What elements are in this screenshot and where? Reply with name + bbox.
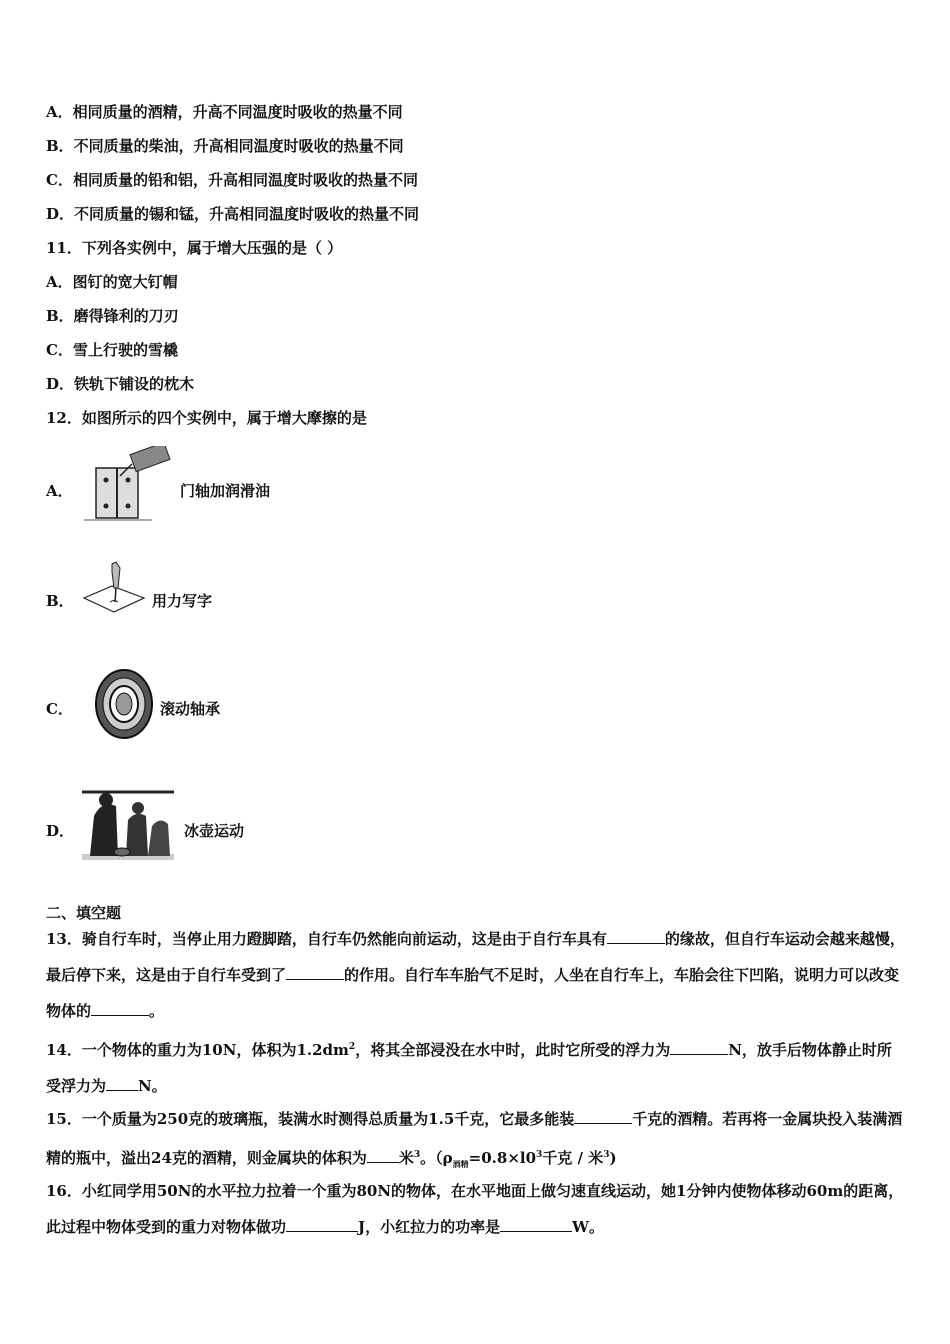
q16-text-3: W。 xyxy=(572,1218,604,1236)
q14-text-4: N。 xyxy=(138,1077,167,1095)
q10-option-b: B．不同质量的柴油，升高相同温度时吸收的热量不同 xyxy=(46,137,404,155)
section-heading: 二、填空题 xyxy=(46,904,122,922)
q12-option-b-label: B． xyxy=(46,592,74,610)
q16 xyxy=(46,1173,906,1245)
q13-text-4: 。 xyxy=(149,1002,165,1020)
q15-blank-2[interactable] xyxy=(367,1148,399,1163)
q11-option-c: C．雪上行驶的雪橇 xyxy=(46,341,178,359)
q13-blank-3[interactable] xyxy=(91,1001,149,1016)
q15-text-6: 千克 / 米 xyxy=(542,1149,604,1167)
q15-text-4: 。（ρ xyxy=(420,1149,453,1167)
q16-text-1: 16．小红同学用50N的水平拉力拉着一个重为80N的物体，在水平地面上做匀速直线运动，她1分钟内使物体移动60m的距离，此过程中物体受到的重力对物体做功 xyxy=(46,1182,904,1236)
curling-image xyxy=(82,786,174,862)
q14-text-3: N，放手后物体静止时所受浮力为 xyxy=(46,1041,892,1095)
q15-sup-1: 3 xyxy=(413,1150,421,1160)
q12-option-d-caption: 冰壶运动 xyxy=(184,822,245,840)
q15-text-2: 千克的酒精。若再将一金属块投入装满酒精的瓶中，溢出24克的酒精，则金属块的体积为 xyxy=(46,1110,903,1167)
q12-option-a xyxy=(46,446,346,526)
writing-hand-image xyxy=(82,558,152,618)
q15-sup-3: 3 xyxy=(603,1150,610,1160)
q15-text-7: ) xyxy=(609,1149,617,1167)
door-hinge-oil-image xyxy=(82,446,182,526)
q13-text-1: 13．骑自行车时，当停止用力蹬脚踏，自行车仍然能向前运动，这是由于自行车具有 xyxy=(46,930,607,948)
q16-blank-2[interactable] xyxy=(500,1217,572,1232)
q12-option-d-label: D． xyxy=(46,822,75,840)
q13-text-2: 的缘故，但自行车运动会越来越慢，最后停下来，这是由于自行车受到了 xyxy=(46,930,905,984)
q13-blank-1[interactable] xyxy=(607,929,665,944)
q14-blank-1[interactable] xyxy=(670,1040,728,1055)
q16-text-2: J，小红拉力的功率是 xyxy=(358,1218,501,1236)
q11-option-d: D．铁轨下铺设的枕木 xyxy=(46,375,195,393)
q12-option-b xyxy=(46,556,346,636)
q12-option-a-label: A． xyxy=(46,482,73,500)
q14-sup: 2 xyxy=(348,1042,356,1052)
q15-blank-1[interactable] xyxy=(574,1109,632,1124)
q15-sub: 酒精 xyxy=(452,1159,469,1169)
q13 xyxy=(46,921,906,1029)
q13-text-3: 的作用。自行车车胎气不足时，人坐在自行车上，车胎会往下凹陷，说明力可以改变物体的 xyxy=(46,966,900,1020)
q12-option-c xyxy=(46,666,346,746)
q14 xyxy=(46,1029,906,1104)
q15-sup-2: 3 xyxy=(536,1150,543,1160)
q12-stem: 12．如图所示的四个实例中，属于增大摩擦的是 xyxy=(46,409,367,427)
q11-option-a: A．图钉的宽大钉帽 xyxy=(46,273,178,291)
q14-text-1: 14．一个物体的重力为10N，体积为1.2dm xyxy=(46,1041,349,1059)
q14-text-2: ，将其全部浸没在水中时，此时它所受的浮力为 xyxy=(355,1041,671,1059)
q10-option-a: A．相同质量的酒精，升高不同温度时吸收的热量不同 xyxy=(46,103,403,121)
q15-text-3: 米 xyxy=(398,1149,414,1167)
q12-option-b-caption: 用力写字 xyxy=(152,592,213,610)
q10-option-c: C．相同质量的铅和铝，升高相同温度时吸收的热量不同 xyxy=(46,171,418,189)
q12-option-a-caption: 门轴加润滑油 xyxy=(180,482,271,500)
q15-text-5: =0.8×l0 xyxy=(468,1149,537,1167)
q12-option-c-caption: 滚动轴承 xyxy=(160,700,221,718)
q13-blank-2[interactable] xyxy=(286,965,344,980)
q15 xyxy=(46,1101,906,1182)
q11-stem: 11．下列各实例中，属于增大压强的是（ ） xyxy=(46,239,343,257)
q14-blank-2[interactable] xyxy=(106,1076,138,1091)
q11-option-b: B．磨得锋利的刀刃 xyxy=(46,307,179,325)
q16-blank-1[interactable] xyxy=(286,1217,358,1232)
q12-option-d xyxy=(46,786,346,866)
q12-option-c-label: C． xyxy=(46,700,73,718)
q15-text-1: 15．一个质量为250克的玻璃瓶，装满水时测得总质量为1.5千克，它最多能装 xyxy=(46,1110,575,1128)
roller-bearing-image xyxy=(92,668,156,740)
q10-option-d: D．不同质量的锡和锰，升高相同温度时吸收的热量不同 xyxy=(46,205,420,223)
